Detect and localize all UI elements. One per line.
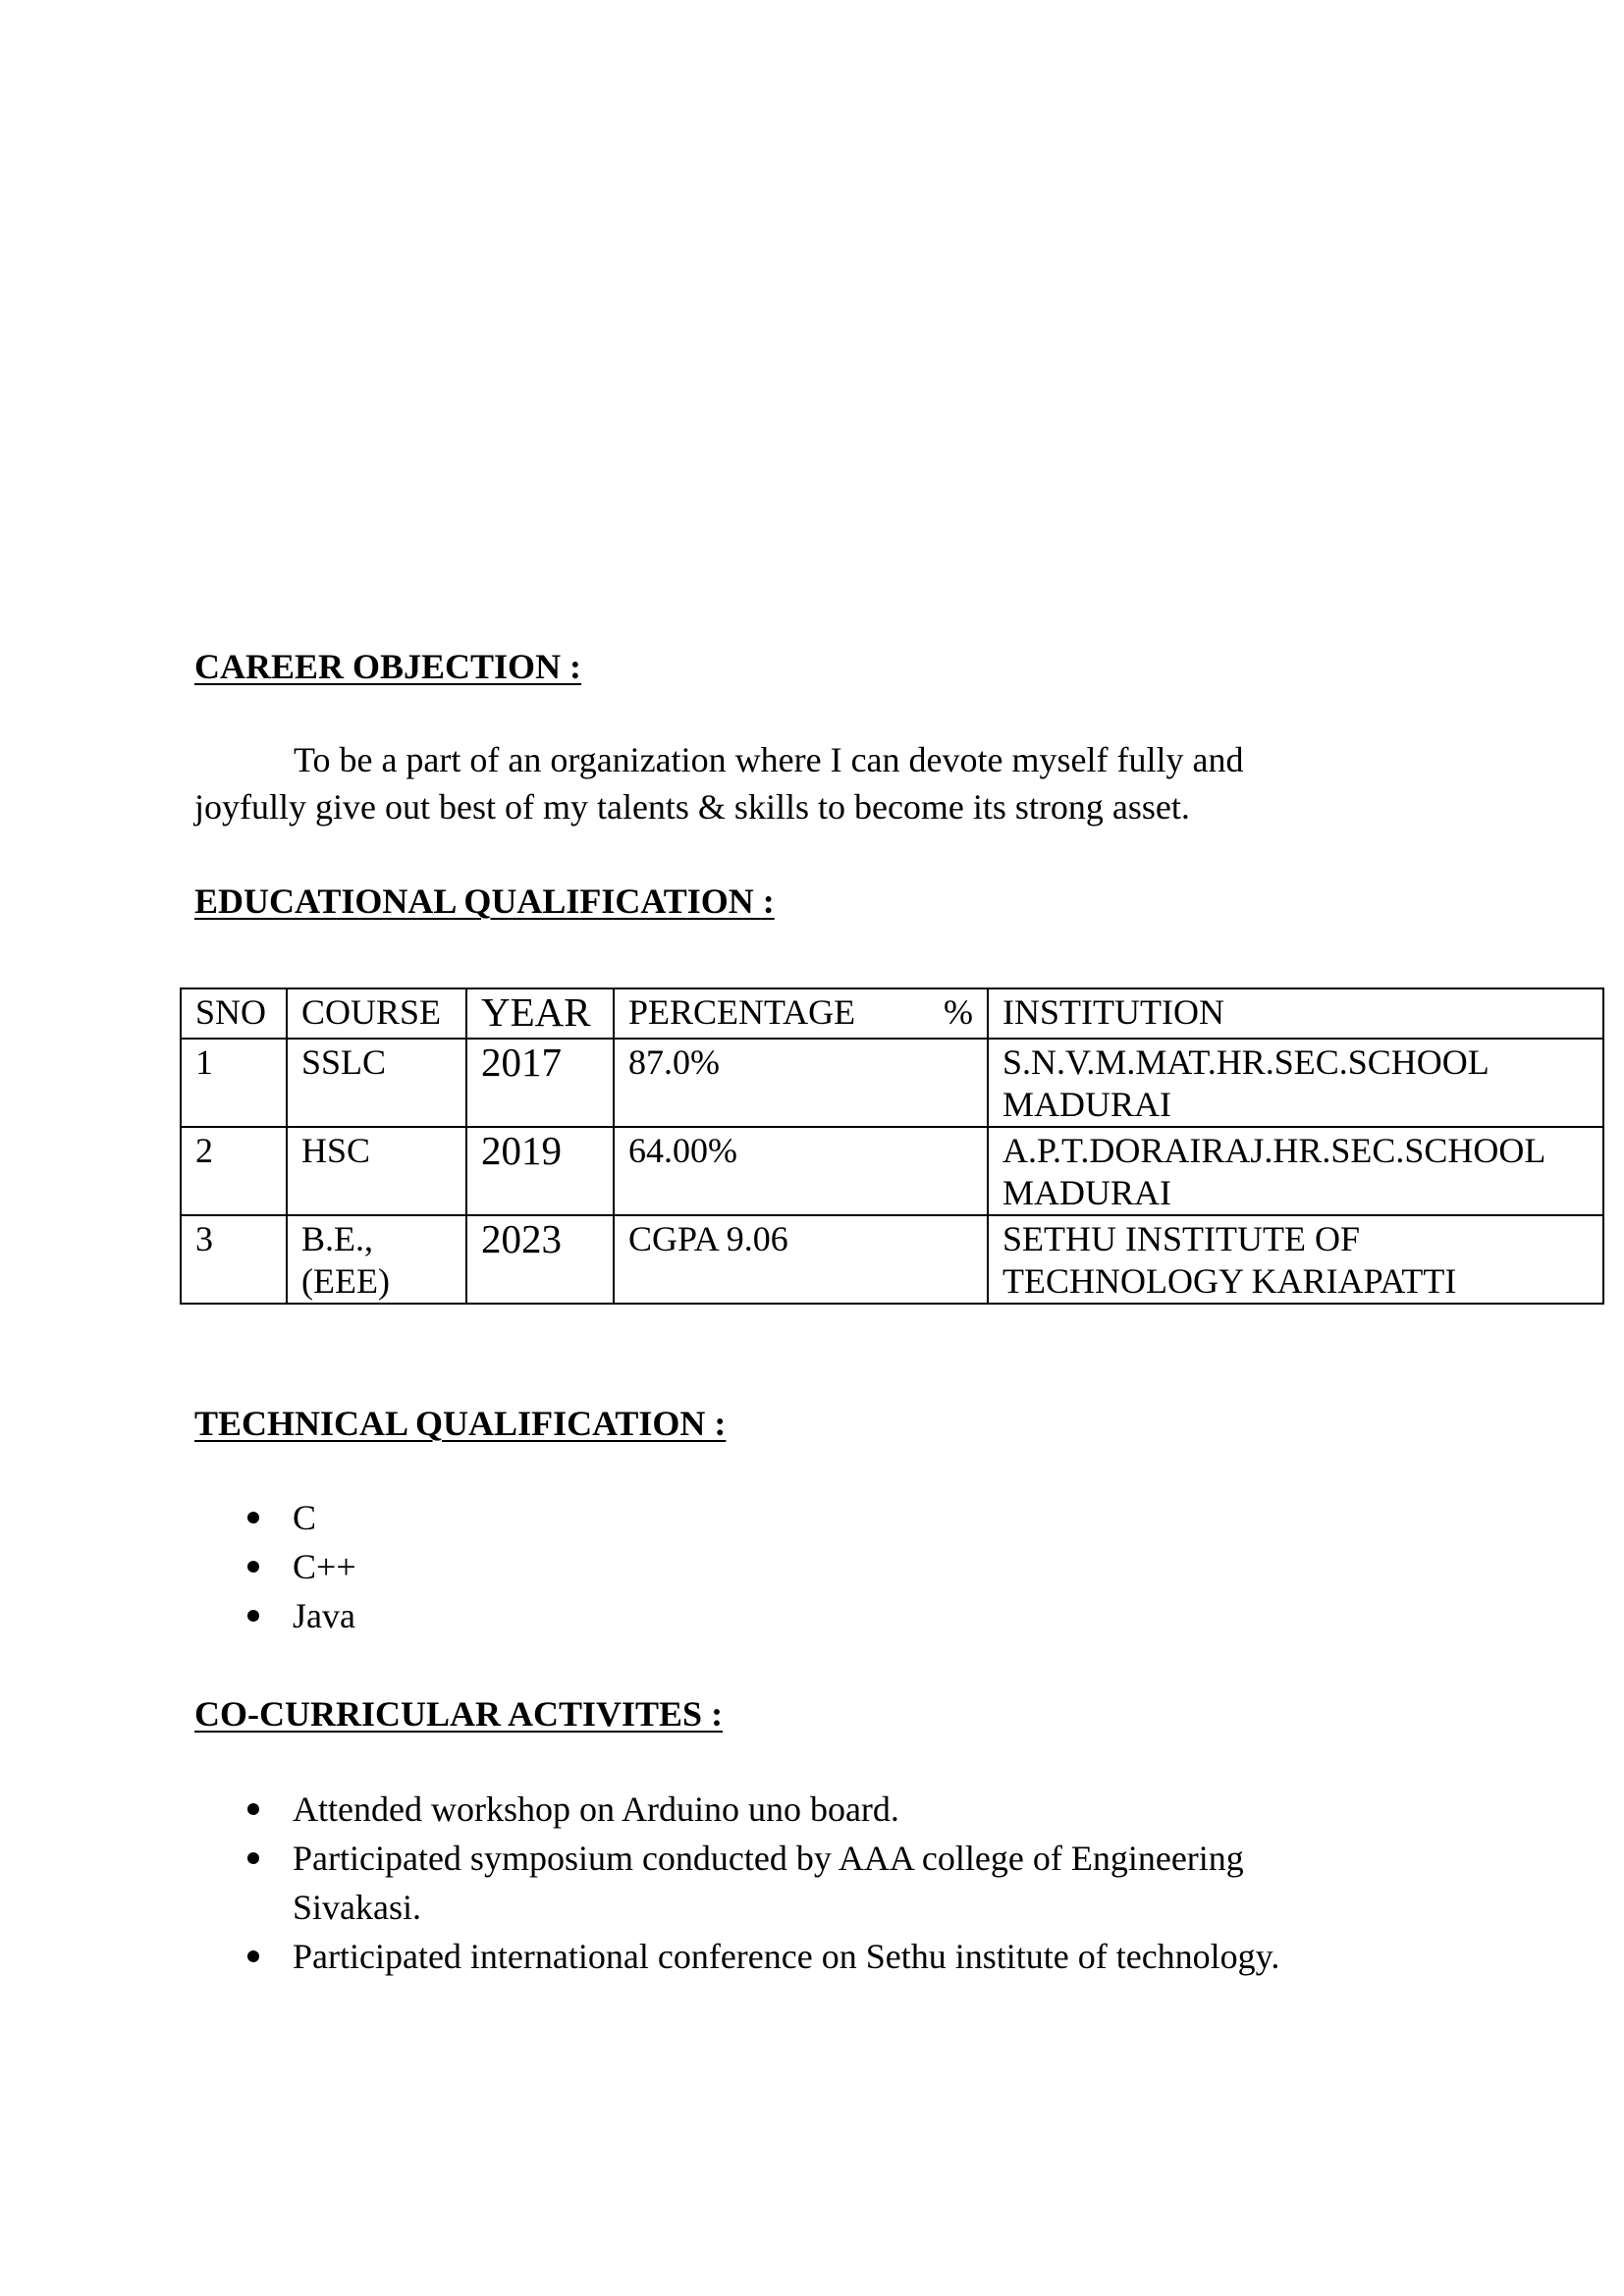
cell-course [287,1215,466,1304]
career-objection-heading: CAREER OBJECTION : [194,647,582,686]
educational-qualification-heading: EDUCATIONAL QUALIFICATION : [194,881,775,921]
bullet-icon [247,1852,259,1864]
activity-line-2: Sivakasi. [293,1888,421,1927]
career-objection-line-1: To be a part of an organization where I can devote myself fully and [294,740,1244,779]
institution-line-1: SETHU INSTITUTE OF [1002,1219,1360,1258]
activity-line-1: Participated international conference on Sethu institute of technology. [293,1937,1280,1976]
cell-sno: 1 [181,1039,287,1127]
list-item [194,1591,1422,1640]
institution-line-1: A.P.T.DORAIRAJ.HR.SEC.SCHOOL [1002,1131,1546,1170]
column-header-course: COURSE [287,988,466,1039]
list-item [194,1493,1422,1542]
career-objection-line-2: joyfully give out best of my talents & skills to become its strong asset. [194,787,1190,827]
cell-percentage: 87.0% [614,1039,988,1127]
skill-label: Java [293,1596,355,1635]
activity-line-1: Attended workshop on Arduino uno board. [293,1789,899,1829]
course-line-2: (EEE) [301,1261,390,1301]
technical-skills-list [194,1493,1422,1640]
list-item [194,1542,1422,1591]
table-row [181,1215,1603,1304]
activity-line-1: Participated symposium conducted by AAA college of Engineering [293,1839,1244,1878]
list-item [194,1932,1422,1981]
institution-line-2: MADURAI [1002,1173,1172,1212]
institution-line-2: TECHNOLOGY KARIAPATTI [1002,1261,1457,1301]
cell-percentage: 64.00% [614,1127,988,1215]
table-header-row [181,988,1603,1039]
technical-qualification-heading: TECHNICAL QUALIFICATION : [194,1404,727,1443]
bullet-icon [247,1610,259,1622]
percent-sign: % [944,992,973,1032]
career-objection-text [194,736,1373,830]
co-curricular-heading: CO-CURRICULAR ACTIVITES : [194,1694,724,1734]
bullet-icon [247,1561,259,1573]
education-table [180,988,1604,1305]
institution-line-2: MADURAI [1002,1085,1172,1124]
cell-year: 2019 [466,1127,614,1215]
percentage-label: PERCENTAGE [628,992,856,1032]
bullet-icon [247,1512,259,1523]
cell-year: 2017 [466,1039,614,1127]
cell-course [287,1127,466,1215]
bullet-icon [247,1950,259,1962]
list-item [194,1785,1422,1834]
institution-line-1: S.N.V.M.MAT.HR.SEC.SCHOOL [1002,1042,1489,1082]
course-line-1: HSC [301,1131,371,1170]
cell-institution [988,1039,1603,1127]
cell-course [287,1039,466,1127]
cell-year: 2023 [466,1215,614,1304]
column-header-percentage [614,988,988,1039]
co-curricular-list [194,1785,1422,1981]
table-row [181,1127,1603,1215]
skill-label: C [293,1498,317,1537]
bullet-icon [247,1803,259,1815]
column-header-sno: SNO [181,988,287,1039]
cell-institution [988,1215,1603,1304]
course-line-1: SSLC [301,1042,387,1082]
list-item [194,1834,1422,1932]
cell-percentage: CGPA 9.06 [614,1215,988,1304]
cell-sno: 2 [181,1127,287,1215]
cell-institution [988,1127,1603,1215]
skill-label: C++ [293,1547,356,1586]
course-line-1: B.E., [301,1219,374,1258]
cell-sno: 3 [181,1215,287,1304]
column-header-year: YEAR [466,988,614,1039]
table-row [181,1039,1603,1127]
column-header-institution: INSTITUTION [988,988,1603,1039]
